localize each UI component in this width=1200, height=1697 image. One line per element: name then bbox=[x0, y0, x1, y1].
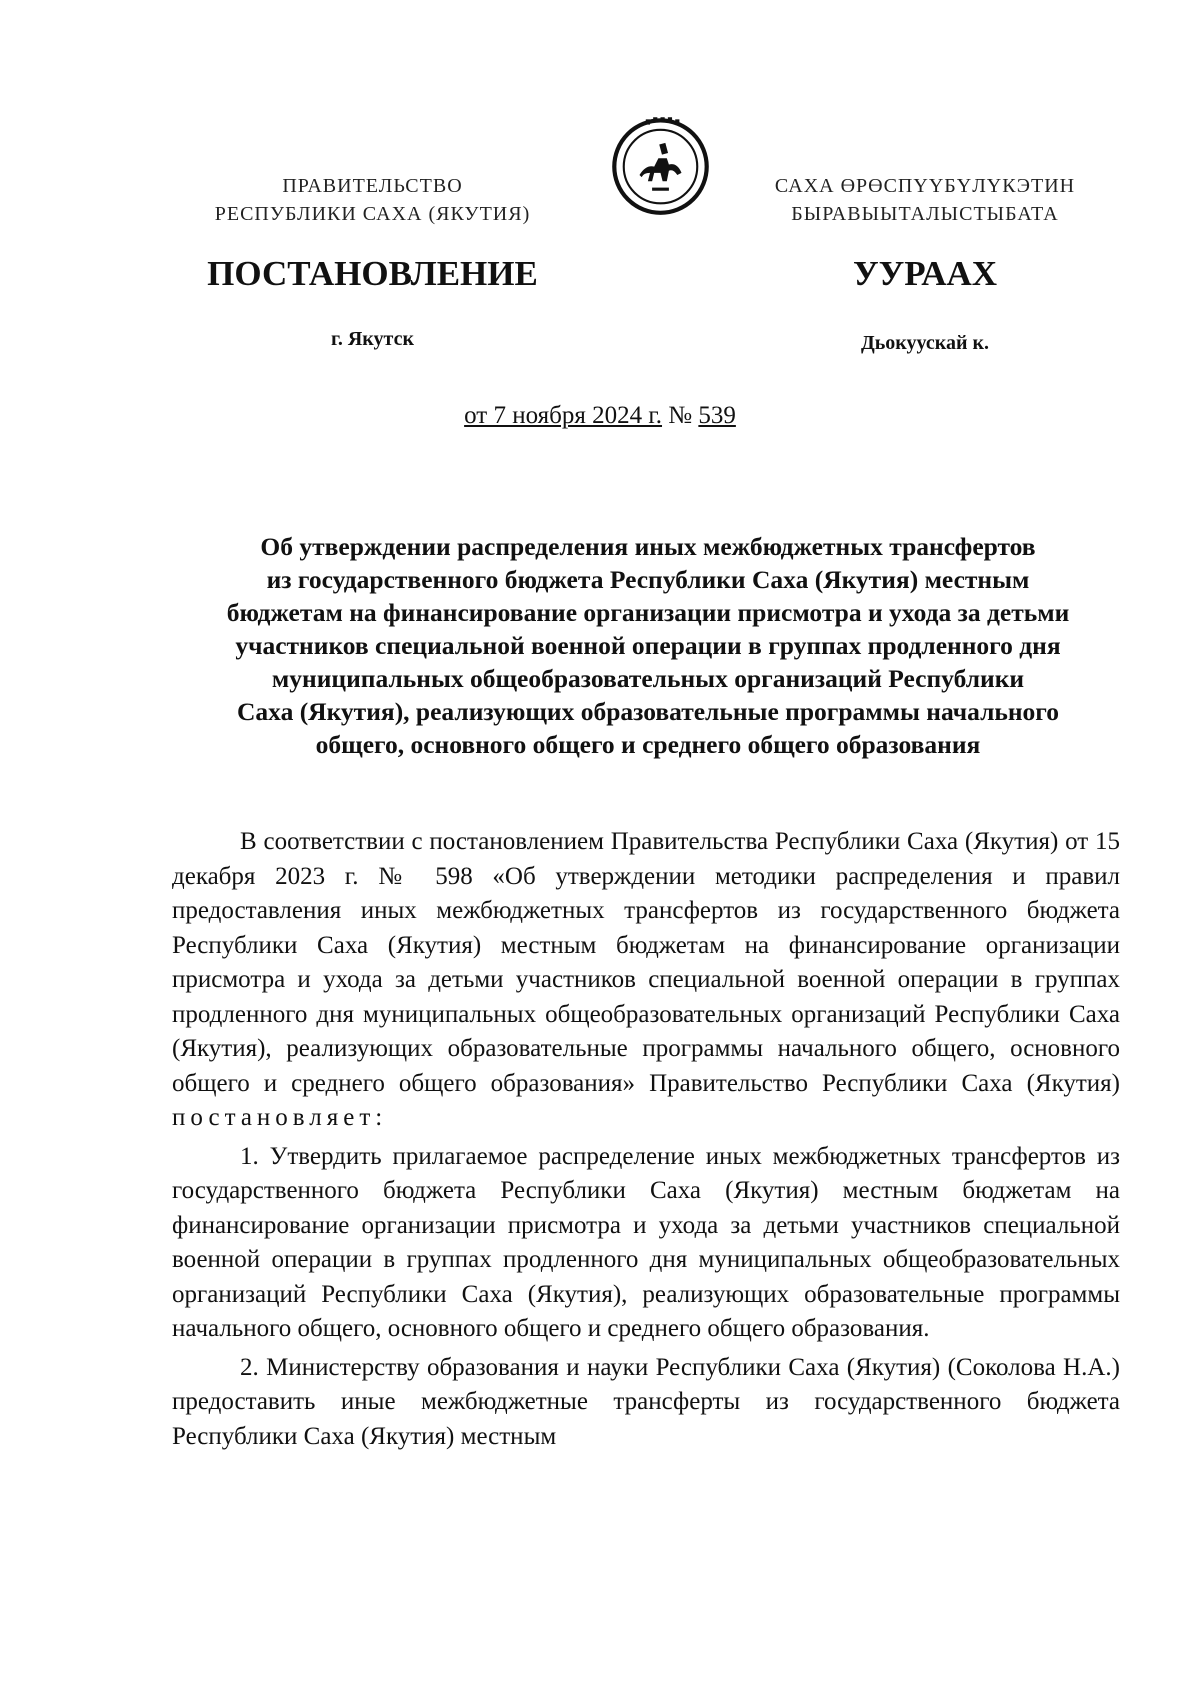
header-right-line2: БЫРАВЫЫТАЛЫСТЫБАТА bbox=[791, 203, 1059, 225]
resolves-word: постановляет: bbox=[172, 1104, 388, 1131]
intro-text: В соответствии с постановлением Правительства Республики Саха (Якутия) от 15 декабря 2023 г. № 598 «Об утверждении методики распределения и правил предоставления иных межбюджетных трансфертов из государственного бюджета Республики Саха (Якутия) местным бюджетам на финансирование организации присмотра и ухода за детьми участников специальной военной операции в группах продленного дня муниципальных общеобразовательных организаций Республики Саха (Якутия), реализующих образовательные программы начального общего, основного общего и среднего общего образования» Правительство Республики Саха (Якутия) bbox=[172, 828, 1120, 1097]
document-body bbox=[172, 825, 1120, 1454]
city-yakut: Дьокуускай к. bbox=[860, 332, 990, 354]
document-date: от 7 ноября 2024 г. bbox=[464, 402, 663, 429]
intro-paragraph bbox=[172, 825, 1120, 1136]
heading-line: муниципальных общеобразовательных организаций Республики bbox=[271, 664, 1025, 693]
heading-line: Об утверждении распределения иных межбюджетных трансфертов bbox=[260, 532, 1036, 561]
header-right bbox=[745, 172, 1105, 228]
header-left-line1: ПРАВИТЕЛЬСТВО bbox=[282, 175, 463, 197]
header-left bbox=[185, 172, 560, 228]
city-russian: г. Якутск bbox=[331, 328, 414, 350]
title-russian: ПОСТАНОВЛЕНИЕ bbox=[207, 254, 538, 293]
heading-line: участников специальной военной операции в группах продленного дня bbox=[235, 631, 1061, 660]
document-heading bbox=[168, 530, 1128, 761]
item-2-paragraph: 2. Министерству образования и науки Республики Саха (Якутия) (Соколова Н.А.) предоставить иные межбюджетные трансферты из государственного бюджета Республики Саха (Якутия) местным bbox=[172, 1353, 1120, 1450]
coat-of-arms-icon bbox=[608, 112, 713, 217]
document-number: 539 bbox=[698, 402, 736, 429]
number-sign: № bbox=[668, 402, 693, 429]
heading-line: из государственного бюджета Республики Саха (Якутия) местным bbox=[266, 565, 1030, 594]
heading-line: общего, основного общего и среднего общего образования bbox=[315, 730, 981, 759]
item-1-paragraph: 1. Утвердить прилагаемое распределение иных межбюджетных трансфертов из государственного бюджета Республики Саха (Якутия) местным бюджетам на финансирование организации присмотра и ухода за детьми участников специальной военной операции в группах продленного дня муниципальных общеобразовательных организаций Республики Саха (Якутия), реализующих образовательные программы начального общего, основного общего и среднего общего образования. bbox=[172, 1142, 1120, 1342]
document-date-number bbox=[0, 400, 1200, 432]
heading-line: Саха (Якутия), реализующих образовательные программы начального bbox=[236, 697, 1059, 726]
title-yakut: УУРААХ bbox=[852, 254, 998, 293]
header-right-line1: САХА ӨРӨСПҮҮБҮЛҮКЭТИН bbox=[774, 175, 1076, 197]
heading-line: бюджетам на финансирование организации присмотра и ухода за детьми bbox=[226, 598, 1070, 627]
header-left-line2: РЕСПУБЛИКИ САХА (ЯКУТИЯ) bbox=[214, 203, 531, 225]
